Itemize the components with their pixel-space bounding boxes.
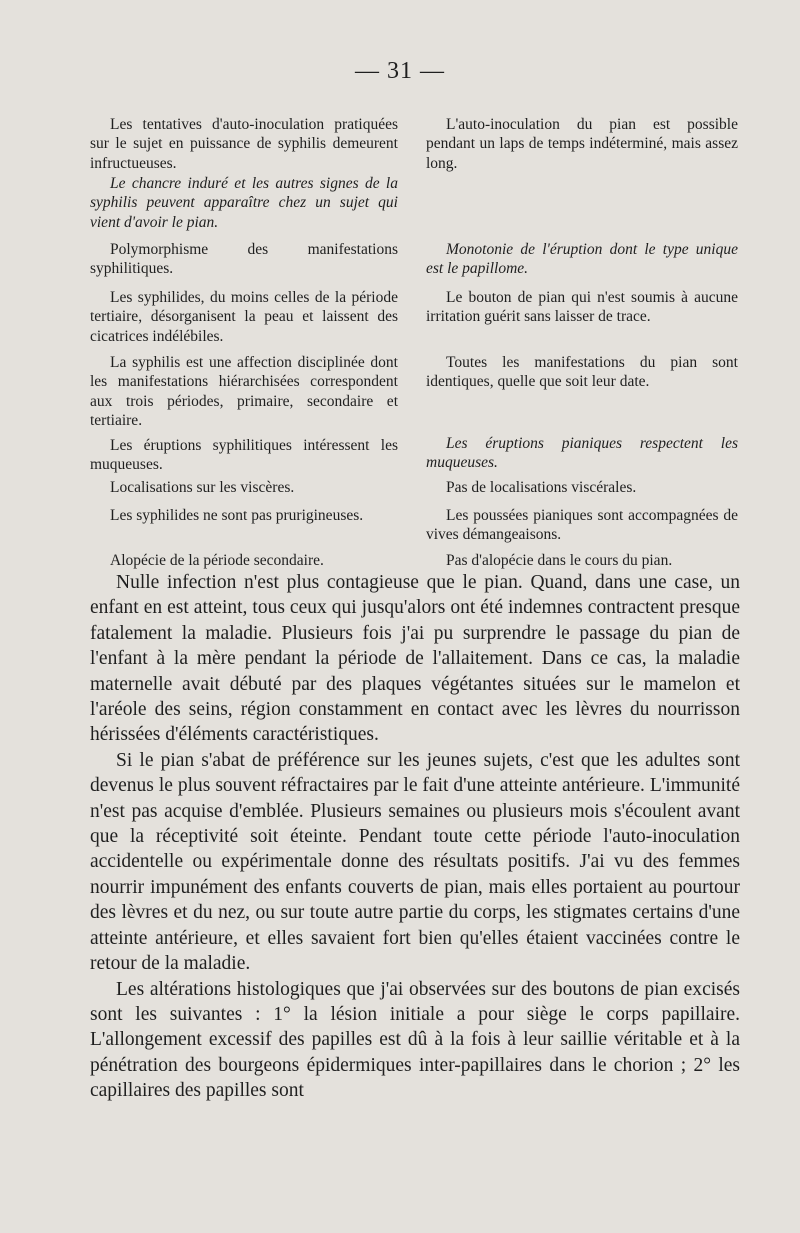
paragraph: Si le pian s'abat de préférence sur les jeunes sujets, c'est que les adultes sont devenus le plus souvent réfractaires par le fait d'une atteinte antérieure. L'immunité n'est pas acquise d'emblée. Plusieurs semaines ou plusieurs mois s'écoulent avant que la réceptivité soit éteinte. Pendant toute cette période l'auto-inoculation accidentelle ou expérimentale donne des résultats positifs. J'ai vu des femmes nourrir impunément des enfants couverts de pian, mais elles portaient au pourtour des lèvres et du nez, ou sur toute autre partie du corps, les stigmates certains d'une atteinte antérieure, et elles savaient fort bien qu'elles étaient vaccinées contre le retour de la maladie. (90, 749, 740, 975)
left-item-9: Alopécie de la période secondaire. (110, 551, 324, 569)
left-item-6: Les éruptions syphilitiques intéressent les muqueuses. (90, 436, 398, 473)
left-item-2: Le chancre induré et les autres signes de la syphilis peuvent apparaître chez un sujet qui vient d'avoir le pian. (90, 174, 398, 231)
paragraph: Les altérations histologiques que j'ai observées sur des boutons de pian excisés sont les suivantes : 1° la lésion initiale a pour siège le corps papillaire. L'allongement excessif des papilles est dû à la fois à leur saillie véritable et à la pénétration des bourgeons épidermiques inter-papillaires dans le chorion ; 2° les capillaires des papilles sont (90, 978, 740, 1102)
left-item-5: La syphilis est une affection disciplinée dont les manifestations hiérarchisées correspondent aux trois périodes, primaire, secondaire et tertiaire. (90, 353, 398, 429)
left-item-1: Les tentatives d'auto-inoculation pratiquées sur le sujet en puissance de syphilis demeurent infructueuses. (90, 115, 398, 172)
right-item-6: Pas de localisations viscérales. (446, 478, 637, 496)
paragraph: Nulle infection n'est plus contagieuse que le pian. Quand, dans une case, un enfant en est atteint, tous ceux qui jusqu'alors ont été indemnes contractent presque fatalement la maladie. Plusieurs fois j'ai pu surprendre le passage du pian de l'enfant à la mère pendant la période de l'allaitement. Dans ce cas, la maladie maternelle avait débuté par des plaques végétantes situées sur le mamelon et l'aréole des seins, région constamment en contact avec les lèvres du nourrisson hérissées d'éléments caractéristiques. (90, 572, 740, 746)
page-number: — 31 — (355, 58, 445, 84)
right-item-5: Les éruptions pianiques respectent les muqueuses. (426, 434, 738, 471)
right-item-7: Les poussées pianiques sont accompagnées de vives démangeaisons. (426, 506, 738, 543)
right-item-2: Monotonie de l'éruption dont le type unique est le papillome. (426, 240, 738, 277)
left-item-8: Les syphilides ne sont pas prurigineuses. (110, 506, 364, 524)
right-item-8: Pas d'alopécie dans le cours du pian. (446, 551, 673, 569)
left-item-7: Localisations sur les viscères. (110, 478, 295, 496)
left-item-3: Polymorphisme des manifestations syphilitiques. (90, 240, 398, 277)
right-item-4: Toutes les manifestations du pian sont identiques, quelle que soit leur date. (426, 353, 738, 390)
right-item-3: Le bouton de pian qui n'est soumis à aucune irritation guérit sans laisser de trace. (426, 288, 738, 325)
body-text (90, 570, 740, 1104)
right-item-1: L'auto-inoculation du pian est possible pendant un laps de temps indéterminé, mais assez long. (426, 115, 738, 172)
left-item-4: Les syphilides, du moins celles de la période tertiaire, désorganisent la peau et laissent des cicatrices indélébiles. (90, 288, 398, 345)
